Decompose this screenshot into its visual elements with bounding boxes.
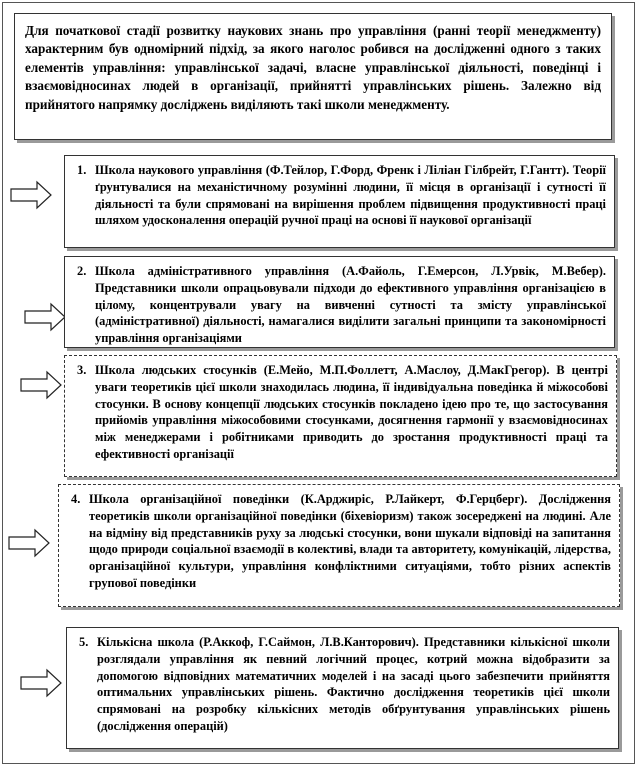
- school-number: 5.: [79, 635, 89, 649]
- school-box-4: [58, 484, 620, 607]
- arrow-right-icon: [24, 302, 66, 332]
- school-box-2: [64, 256, 615, 348]
- arrow-right-icon: [10, 180, 52, 210]
- arrow-right-icon: [20, 668, 62, 698]
- intro-box: Для початкової стадії розвитку наукових знань про управління (ранні теорії менеджменту) характерним був одномірний підхід, за якого наголос робився на дослідженні одного з таких елементів управління: управлінської задачі, власне управлінської діяльності, поведінці і взаємовідносинах людей в організації, прийнятті управлінських рішень. Залежно від прийнятого напрямку досліджень виділяють такі школи менеджменту.: [14, 13, 612, 140]
- school-text: Школа адміністративного управління (А.Файоль, Г.Емерсон, Л.Урвік, М.Вебер). Представники школи опрацьовували підходи до ефективного управління організацією в цілому, концентрували увагу на вивченні сутності та змісту управлінської (адміністративної) діяльності, намагалися виділити загальні принципи та закономірності управління організаціями: [95, 264, 606, 346]
- school-text: Школа людських стосунків (Е.Мейо, М.П.Фоллетт, А.Маслоу, Д.МакГрегор). В центрі уваги теоретиків цієї школи знаходилась людина, її індивідуальна поведінка й міжособові стосунки. В основу концепції людських стосунків покладено ідею про те, що застосування прийомів управління міжособовими стосунками, досягнення гармонії у взаємовідносинах між менеджерами і робітниками приводить до зростання продуктивності праці та ефективності організації: [95, 363, 608, 461]
- school-text: Кількісна школа (Р.Аккоф, Г.Саймон, Л.В.Канторович). Представники кількісної школи розглядали управління як певний логічний процес, котрий можна відобразити за допомогою відповідних математичних моделей і на засаді цього забезпечити прийняття оптимальних управлінських рішень. Фактично дослідження теоретиків цієї школи спрямовані на розробку кількісних методів обґрунтування управлінських рішень (дослідження операцій): [97, 635, 610, 733]
- school-box-5: [66, 627, 619, 749]
- arrow-right-icon: [20, 370, 62, 400]
- school-number: 1.: [77, 163, 87, 177]
- school-number: 2.: [77, 264, 87, 278]
- arrow-right-icon: [8, 528, 50, 558]
- school-text: Школа наукового управління (Ф.Тейлор, Г.Форд, Френк і Ліліан Гілбрейт, Г.Гантт). Теорії ґрунтувалися на механістичному розумінні людини, її місця в організації і сутності її діяльності та були спрямовані на вирішення проблем підвищення продуктивності праці шляхом удосконалення операцій ручної праці на основі її наукової організації: [95, 163, 606, 228]
- school-number: 4.: [71, 492, 81, 506]
- school-text: Школа організаційної поведінки (К.Арджиріс, Р.Лайкерт, Ф.Герцберг). Дослідження теоретиків школи організаційної поведінки (біхевіоризм) також зосереджені на людині. Але на відміну від представників руху за людські стосунки, вони шукали відповіді на запитання щодо природи соціальної взаємодії в колективі, влади та авторитету, комунікацій, лідерства, організаційної культури, управління конфліктними ситуаціями, тобто різних аспектів групової поведінки: [89, 492, 611, 590]
- school-box-1: [64, 155, 615, 248]
- school-box-3: [64, 355, 617, 477]
- school-number: 3.: [77, 363, 87, 377]
